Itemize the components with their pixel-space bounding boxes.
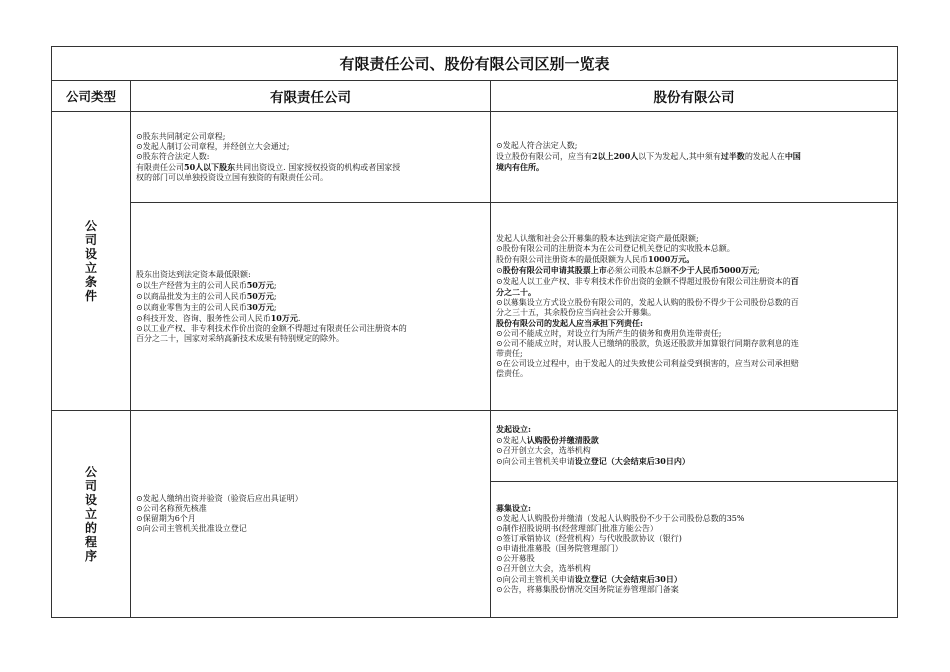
text-line: ⊙签订承销协议（经营机构）与代收股款协议（银行) [496, 534, 682, 544]
text-span: 以下为发起人,其中须有 [638, 152, 721, 161]
text-span: ⊙以生产经营为主的公司人民币 [136, 280, 247, 290]
text-line [496, 574, 892, 585]
text-line: ⊙保留期为6个月 [136, 514, 196, 523]
text-line: ⊙科技开发、咨询、服务性公司人民币10万元. [136, 312, 301, 323]
highlight-text: 50人以下股东 [184, 161, 236, 172]
text-line: ⊙公告，将募集股份情况交国务院证券管理部门备案 [496, 585, 679, 595]
text-line: ⊙公司不能成立时，对认股人已缴纳的股款，负返还股款并加算银行同期存款利息的连 [496, 339, 799, 348]
text-line: 百分之二十，国家对采纳高新技术成果有特别规定的除外。 [136, 333, 344, 343]
jsc-procedure-subscription [491, 481, 897, 617]
text-line: ⊙在公司设立过程中，由于发起人的过失致使公司利益受到损害的，应当对公司承担赔 [496, 359, 799, 368]
jsc-procedure-cell [491, 411, 898, 618]
header-company-type: 公司类型 [52, 81, 131, 112]
text-span: ⊙科技开发、咨询、服务性公司人民币 [136, 313, 271, 323]
text-line: 分之三十五，其余股份应当向社会公开募集。 [496, 308, 656, 317]
text-line: ⊙公司名称预先核准 [136, 504, 207, 513]
text-span: ⊙发起人 [496, 436, 527, 446]
text-line [496, 435, 892, 446]
highlight-text: 50万元 [246, 279, 274, 290]
text-line: ⊙申请批准募股（国务院管理部门） [496, 544, 623, 554]
text-line [136, 162, 485, 173]
text-span: ⊙向公司主管机关申请 [496, 575, 575, 585]
header-jsc: 股份有限公司 [491, 81, 898, 112]
text-line: 权的部门可以单独投资设立国有独资的有限责任公司。 [136, 172, 328, 182]
comparison-table [51, 46, 898, 618]
row-label-establish-conditions [52, 112, 131, 411]
text-line: ⊙发起人缴纳出资并验资（验资后应出具证明） [136, 494, 303, 503]
text-line: ⊙公开募股 [496, 554, 535, 564]
text-line [496, 424, 892, 435]
text-span: 有限责任公司 [136, 162, 184, 172]
text-line [496, 318, 892, 329]
text-span: ⊙发起人以工业产权、非专利技术作价出资的金额不得超过股份有限公司注册资本的 [496, 277, 791, 286]
row-label-establish-procedure [52, 411, 131, 618]
highlight-text: 境内有住所。 [496, 162, 544, 172]
text-line [496, 162, 892, 173]
text-line: ⊙以商业零售为主的公司人民币30万元; [136, 301, 277, 312]
highlight-text: 中国 [784, 151, 801, 161]
highlight-text: 2以上200人 [592, 151, 639, 161]
text-line: ⊙股份有限公司的注册资本为在公司登记机关登记的实收股本总额。 [496, 244, 735, 253]
text-line: ⊙向公司主管机关批准设立登记 [136, 524, 247, 533]
highlight-text: 1000万元。 [648, 254, 695, 264]
highlight-text: 募集设立: [496, 503, 531, 514]
text-span: 必须公司股本总额 [606, 266, 671, 275]
text-line [496, 456, 892, 467]
highlight-text: 30万元 [246, 301, 274, 312]
text-line: ⊙股东符合法定人数: [136, 151, 210, 161]
text-line [496, 151, 892, 162]
text-span: 设立股份有限公司，应当有 [496, 152, 592, 161]
jsc-procedure-promotion [491, 411, 897, 481]
text-line [496, 276, 892, 287]
text-line: ⊙以工业产权、非专利技术作价出资的金额不得超过有限责任公司注册资本的 [136, 323, 407, 333]
highlight-text: 不少于人民币5000万元 [670, 265, 757, 275]
text-span: 股份有限公司注册资本的最低限额为人民币 [496, 255, 648, 264]
text-line: ⊙公司不能成立时，对设立行为所产生的债务和费用负连带责任; [496, 329, 722, 338]
highlight-text: 发起设立: [496, 424, 531, 435]
highlight-text: 股份有限公司申请其股票上市 [502, 265, 607, 275]
jsc-conditions-cell-2 [491, 203, 898, 411]
text-line: 发起人认缴和社会公开募集的股本达到法定资产最低限额; [496, 234, 699, 243]
table-title: 有限责任公司、股份有限公司区别一览表 [52, 47, 898, 81]
text-span: ⊙ [496, 266, 503, 275]
text-line [496, 287, 892, 298]
llc-procedure-cell [131, 411, 491, 618]
text-span: 的发起人在 [744, 152, 785, 161]
text-line [496, 254, 892, 265]
text-line: ⊙股份有限公司申请其股票上市必须公司股本总额不少于人民币5000万元; [496, 265, 760, 275]
text-line: 带责任; [496, 349, 523, 358]
text-line: ⊙发起人符合法定人数; [496, 141, 578, 150]
highlight-text: 百 [790, 276, 799, 286]
text-span: ⊙以商业零售为主的公司人民币 [136, 302, 247, 312]
text-line: 股东出资达到法定资本最低限额: [136, 269, 251, 279]
text-span: ⊙向公司主管机关申请 [496, 457, 575, 467]
header-llc: 有限责任公司 [131, 81, 491, 112]
text-line [496, 503, 892, 514]
establish-procedure-label: 公司设立的程序 [84, 465, 97, 563]
highlight-text: 认购股份并缴清股款 [526, 435, 599, 446]
text-line: ⊙发起人制订公司章程，并经创立大会通过; [136, 141, 290, 151]
jsc-procedure-subtable [491, 411, 897, 617]
highlight-text: 设立登记（大会结束后30日） [574, 574, 682, 585]
highlight-text: 设立登记（大会结束后30日内） [574, 456, 690, 467]
highlight-text: 50万元 [246, 290, 274, 301]
jsc-conditions-cell-1 [491, 112, 898, 203]
llc-conditions-cell-1 [131, 112, 491, 203]
text-span: ⊙以商品批发为主的公司人民币 [136, 291, 247, 301]
text-line: ⊙以生产经营为主的公司人民币50万元; [136, 279, 277, 290]
text-line: ⊙股东共同制定公司章程; [136, 131, 226, 141]
text-line: ⊙发起人认购股份并缴清（发起人认购股份不少于公司股份总数的35% [496, 514, 745, 524]
text-line: ⊙召开创立大会，选举机构 [496, 446, 591, 456]
text-line: ⊙以募集设立方式设立股份有限公司的，发起人认购的股份不得少于公司股份总数的百 [496, 298, 799, 307]
highlight-text: 股份有限公司的发起人应当承担下列责任: [496, 318, 643, 328]
text-line: 偿责任。 [496, 369, 528, 378]
highlight-text: 分之二十。 [496, 287, 536, 297]
text-line: ⊙制作招股说明书(经营理部门批准方能公告） [496, 524, 658, 534]
text-line: ⊙召开创立大会，选举机构 [496, 564, 591, 574]
text-line: ⊙以商品批发为主的公司人民币50万元; [136, 290, 277, 301]
text-span: 共同出资设立. 国家授权投资的机构或者国家授 [235, 162, 401, 172]
highlight-text: 过半数 [720, 151, 745, 161]
establish-conditions-label: 公司设立条件 [84, 219, 97, 303]
highlight-text: 10万元 [270, 312, 298, 323]
llc-conditions-cell-2 [131, 203, 491, 411]
